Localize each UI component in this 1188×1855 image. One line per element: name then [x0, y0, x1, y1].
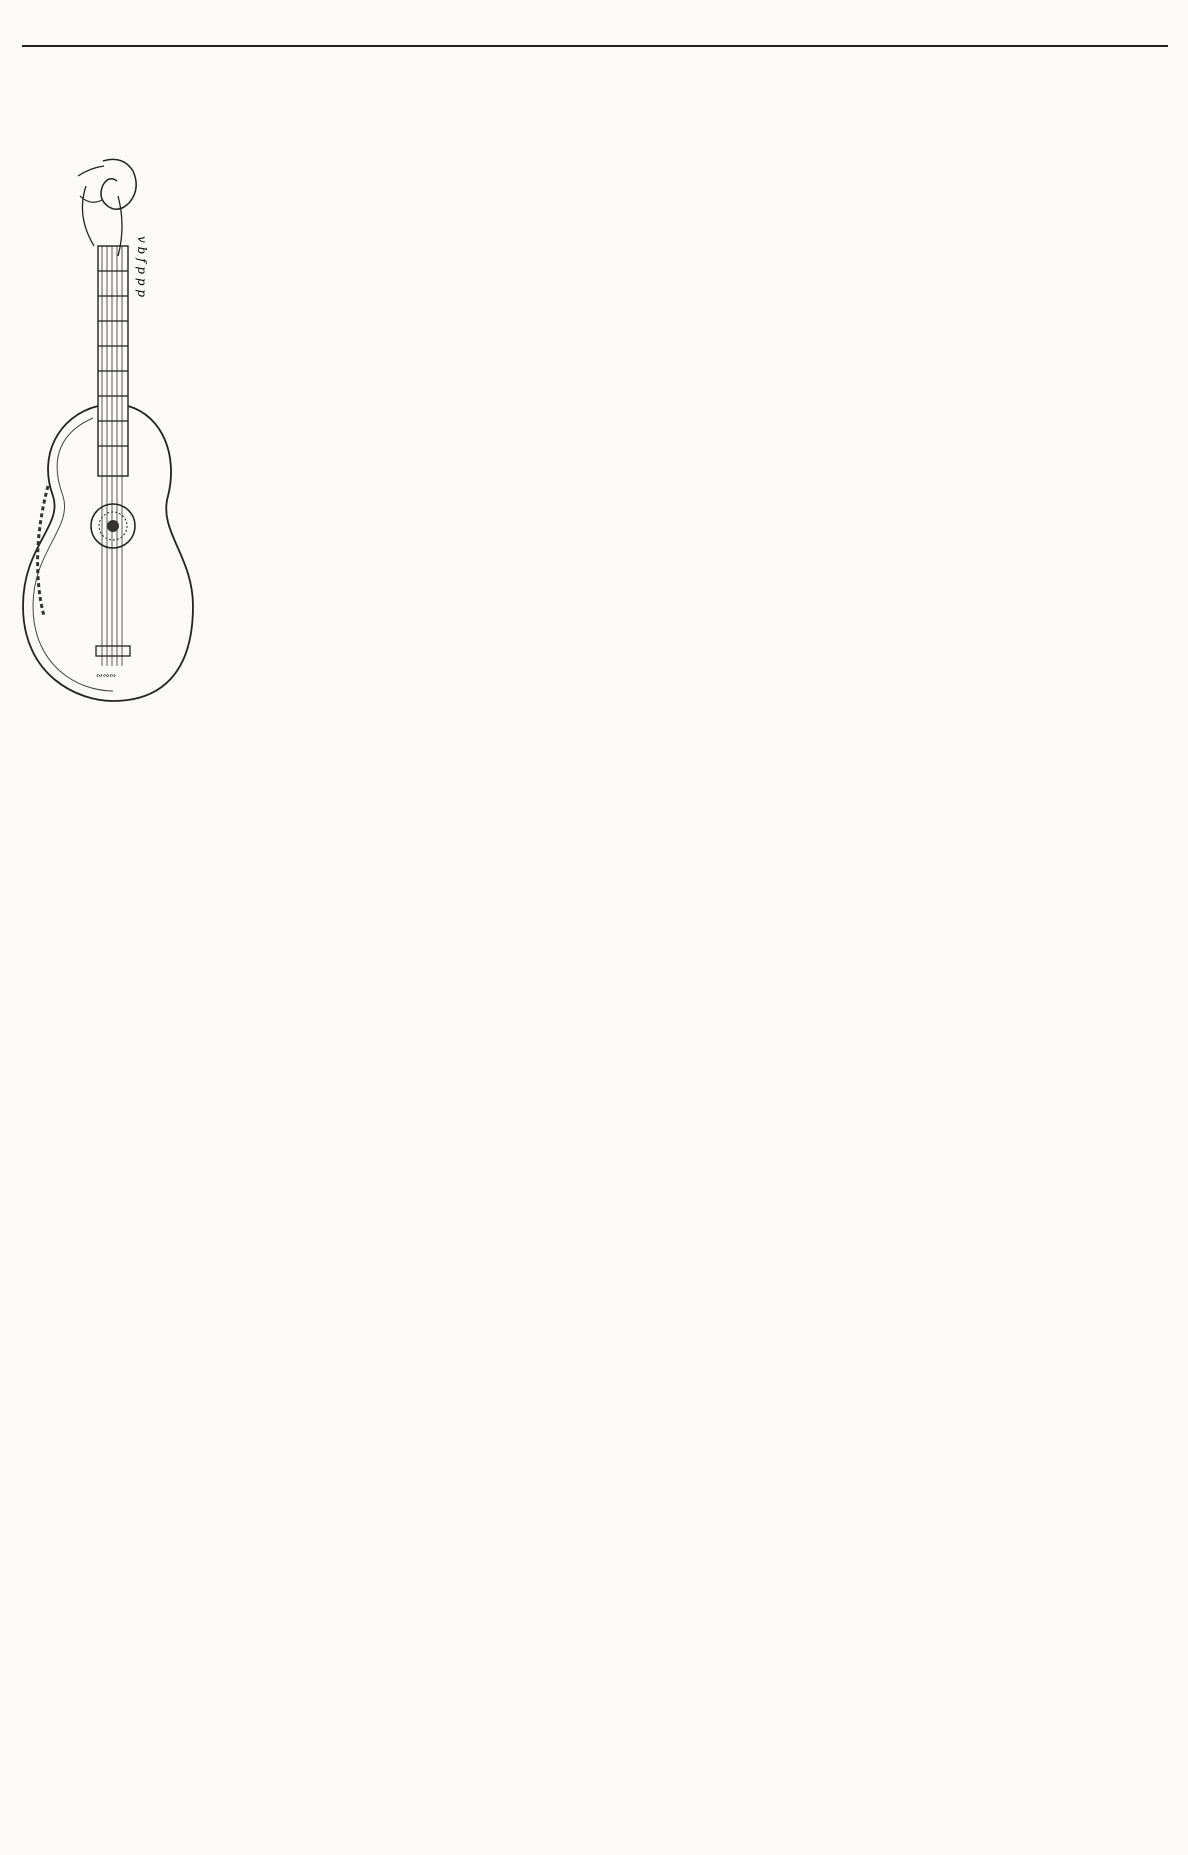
header-rule [22, 45, 1168, 47]
figure-space [22, 80, 217, 760]
svg-text:v b f p p p: v b f p p p [135, 236, 149, 298]
left-column-wrap-text [22, 80, 534, 760]
svg-text:∾∾∾: ∾∾∾ [96, 671, 117, 680]
